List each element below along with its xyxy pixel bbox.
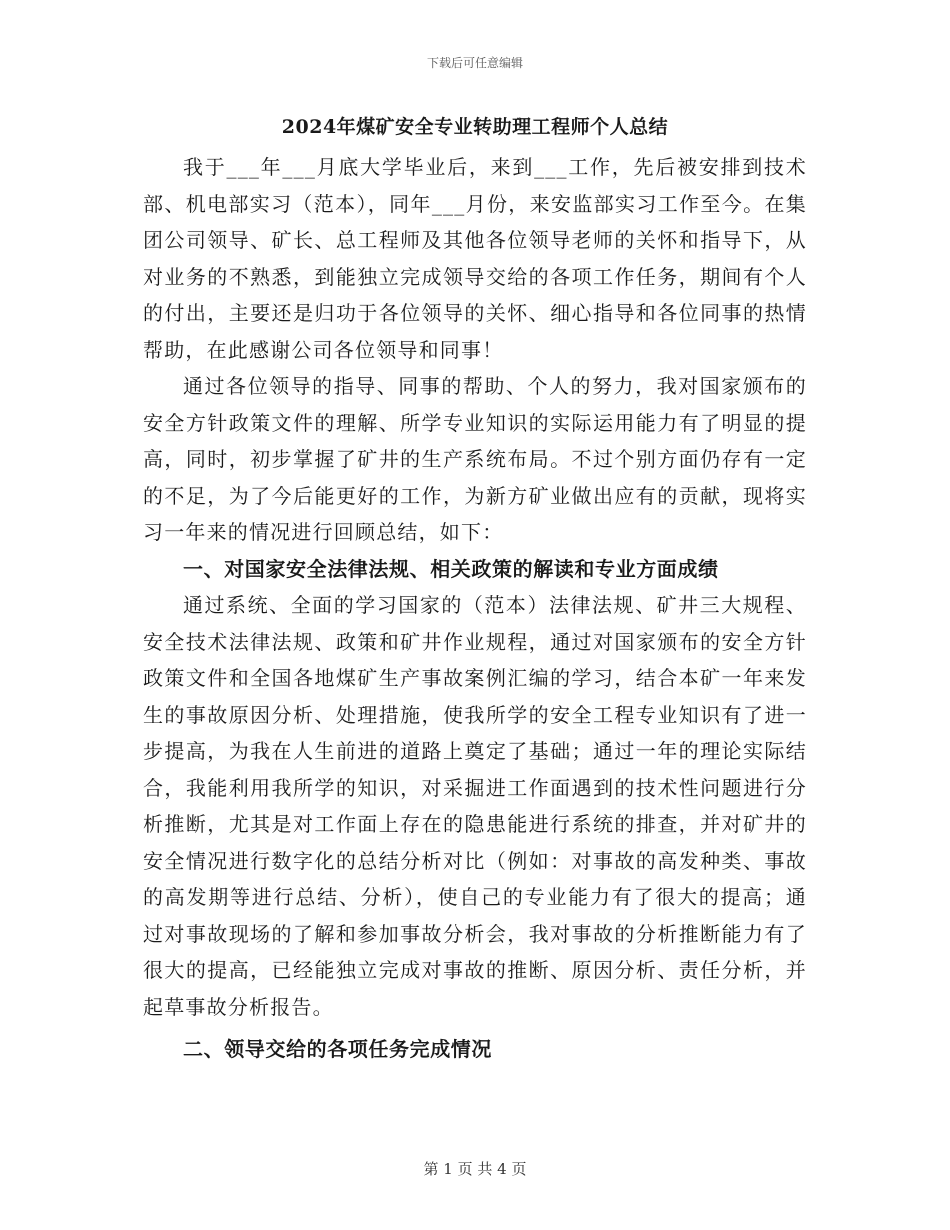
paragraph-section-1: 通过系统、全面的学习国家的（范本）法律法规、矿井三大规程、安全技术法律法规、政策和矿井作业规程，通过对国家颁布的安全方针政策文件和全国各地煤矿生产事故案例汇编的学习，结合本矿一年来发生的事故原因分析、处理措施，使我所学的安全工程专业知识有了进一步提高，为我在人生前进的道路上奠定了基础；通过一年的理论实际结合，我能利用我所学的知识，对采掘进工作面遇到的技术性问题进行分析推断，尤其是对工作面上存在的隐患能进行系统的排查，并对矿井的安全情况进行数字化的总结分析对比（例如：对事故的高发种类、事故的高发期等进行总结、分析），使自己的专业能力有了很大的提高；通过对事故现场的了解和参加事故分析会，我对事故的分析推断能力有了很大的提高，已经能独立完成对事故的推断、原因分析、责任分析，并起草事故分析报告。 [143,593,807,1019]
header-note: 下载后可任意编辑 [426,56,523,70]
document-body [143,149,807,1068]
page-footer: 第 1 页 共 4 页 [423,1160,527,1178]
section-heading-1: 一、对国家安全法律法规、相关政策的解读和专业方面成绩 [183,556,719,581]
document-title: 2024年煤矿安全专业转助理工程师个人总结 [281,116,669,138]
section-heading-2: 二、领导交给的各项任务完成情况 [183,1037,492,1061]
paragraph-intro: 我于___年___月底大学毕业后，来到___工作，先后被安排到技术部、机电部实习（范本），同年___月份，来安监部实习工作至今。在集团公司领导、矿长、总工程师及其他各位领导老师的关怀和指导下，从对业务的不熟悉，到能独立完成领导交给的各项工作任务，期间有个人的付出，主要还是归功于各位领导的关怀、细心指导和各位同事的热情帮助，在此感谢公司各位领导和同事！ [143,155,807,362]
paragraph-overview: 通过各位领导的指导、同事的帮助、个人的努力，我对国家颁布的安全方针政策文件的理解、所学专业知识的实际运用能力有了明显的提高，同时，初步掌握了矿井的生产系统布局。不过个别方面仍存有一定的不足，为了今后能更好的工作，为新方矿业做出应有的贡献，现将实习一年来的情况进行回顾总结，如下： [143,374,807,544]
